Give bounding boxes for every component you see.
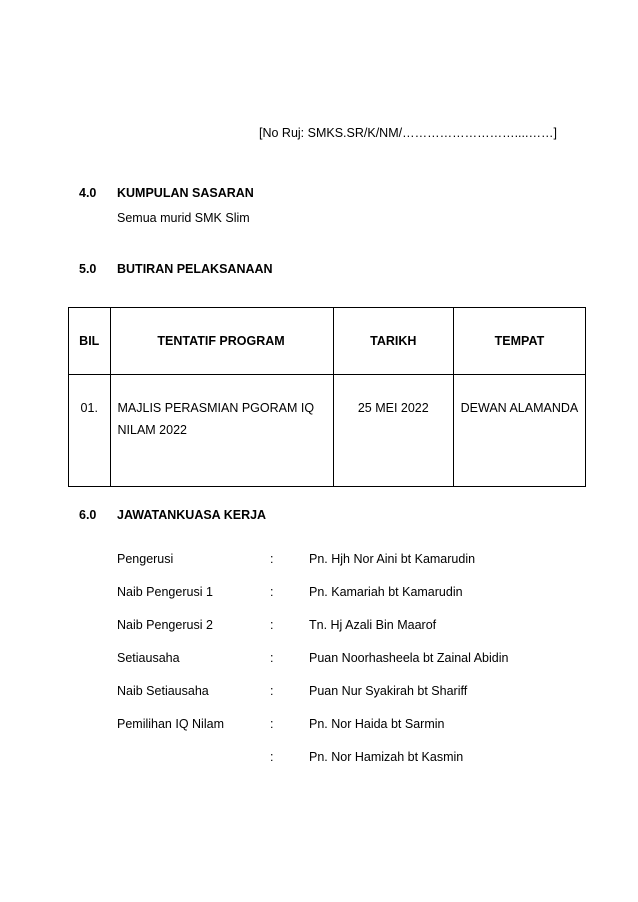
- table-row: [69, 375, 586, 487]
- committee-separator: :: [270, 717, 274, 731]
- committee-name: Pn. Hjh Nor Aini bt Kamarudin: [309, 552, 476, 566]
- committee-name: Pn. Kamariah bt Kamarudin: [309, 585, 463, 599]
- committee-role: Naib Pengerusi 1: [117, 585, 213, 599]
- section-4-body: Semua murid SMK Slim: [117, 211, 250, 225]
- committee-name: Tn. Hj Azali Bin Maarof: [309, 618, 437, 632]
- committee-name: Puan Noorhasheela bt Zainal Abidin: [309, 651, 509, 665]
- header-tarikh: TARIKH: [333, 308, 453, 375]
- program-table: [68, 307, 586, 487]
- committee-role: Pengerusi: [117, 552, 174, 566]
- committee-separator: :: [270, 618, 274, 632]
- committee-name: Pn. Nor Hamizah bt Kasmin: [309, 750, 464, 764]
- header-tentatif-program: TENTATIF PROGRAM: [110, 308, 333, 375]
- committee-separator: :: [270, 552, 274, 566]
- committee-role: Setiausaha: [117, 651, 180, 665]
- committee-role: Pemilihan IQ Nilam: [117, 717, 224, 731]
- section-5-title: BUTIRAN PELAKSANAAN: [117, 262, 273, 276]
- committee-separator: :: [270, 684, 274, 698]
- cell-tempat: DEWAN ALAMANDA: [453, 375, 585, 487]
- cell-tarikh: 25 MEI 2022: [333, 375, 453, 487]
- committee-role: Naib Setiausaha: [117, 684, 209, 698]
- header-bil: BIL: [69, 308, 111, 375]
- section-4-title: KUMPULAN SASARAN: [117, 186, 254, 200]
- committee-role: Naib Pengerusi 2: [117, 618, 213, 632]
- cell-program-line-1: MAJLIS PERASMIAN PGORAM IQ: [117, 401, 315, 415]
- cell-program-line-2: NILAM 2022: [117, 423, 187, 437]
- cell-bil: 01.: [69, 375, 111, 487]
- reference-number: [No Ruj: SMKS.SR/K/NM/………………………....……]: [259, 126, 557, 140]
- section-6-title: JAWATANKUASA KERJA: [117, 508, 267, 522]
- committee-name: Pn. Nor Haida bt Sarmin: [309, 717, 445, 731]
- committee-separator: :: [270, 651, 274, 665]
- section-6-number: 6.0: [79, 508, 97, 522]
- committee-name: Puan Nur Syakirah bt Shariff: [309, 684, 468, 698]
- section-5-number: 5.0: [79, 262, 97, 276]
- header-tempat: TEMPAT: [453, 308, 585, 375]
- committee-separator: :: [270, 585, 274, 599]
- committee-separator: :: [270, 750, 274, 764]
- table-header-row: [69, 308, 586, 375]
- section-4-number: 4.0: [79, 186, 97, 200]
- cell-program: [110, 375, 333, 487]
